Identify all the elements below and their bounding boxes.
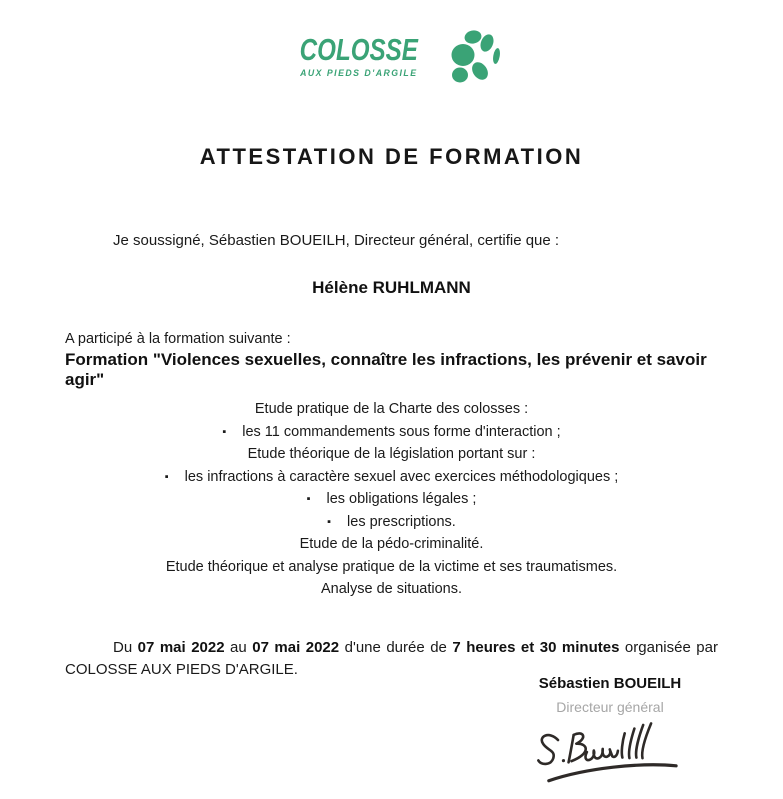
handwritten-signature [533, 714, 727, 789]
intro-text: Je soussigné, Sébastien BOUEILH, Directeur général, certifie que : [113, 232, 560, 249]
signature-block [495, 675, 725, 783]
logo [0, 0, 783, 84]
program-line [0, 421, 783, 444]
program-list [0, 398, 783, 601]
period-prefix: Du [113, 638, 138, 656]
program-line-text: Etude théorique et analyse pratique de la victime et ses traumatismes. [165, 558, 618, 575]
program-line-text: Etude théorique de la législation portant sur : [247, 446, 536, 463]
square-bullet-icon: ▪ [306, 493, 311, 506]
signer-name: Sébastien BOUEILH [538, 675, 682, 692]
program-line-text: Etude pratique de la Charte des colosses : [254, 401, 529, 418]
logo-brand-text: COLOSSE [299, 31, 419, 67]
period-suffix: organisée par COLOSSE AUX PIEDS D'ARGILE. [65, 638, 718, 678]
trainee-name: Hélène RUHLMANN [312, 278, 471, 297]
square-bullet-icon: ▪ [327, 515, 332, 528]
program-line [0, 398, 783, 421]
program-line [0, 488, 783, 511]
participation-label: A participé à la formation suivante : [65, 331, 291, 347]
period-duration: 7 heures et 30 minutes [452, 638, 620, 656]
program-line [0, 556, 783, 579]
program-line-text: Etude de la pédo-criminalité. [299, 536, 484, 553]
signer-role: Directeur général [556, 699, 664, 715]
program-line-text: les obligations légales ; [326, 491, 477, 508]
program-line-text: les prescriptions. [347, 513, 456, 530]
square-bullet-icon: ▪ [222, 425, 227, 438]
program-line-text: les 11 commandements sous forme d'interaction ; [242, 423, 561, 440]
square-bullet-icon: ▪ [164, 470, 169, 483]
period-duration-label: d'une durée de [339, 638, 453, 656]
program-line [0, 578, 783, 601]
blob-cluster-icon [442, 28, 500, 84]
logo-text [283, 31, 435, 79]
period-paragraph [65, 637, 718, 681]
program-line-text: les infractions à caractère sexuel avec exercices méthodologiques ; [184, 468, 619, 485]
period-end-date: 07 mai 2022 [252, 638, 340, 656]
period-middle: au [224, 638, 253, 656]
program-line-text: Analyse de situations. [320, 581, 463, 598]
program-line [0, 533, 783, 556]
logo-tagline-text: AUX PIEDS D'ARGILE [300, 67, 418, 79]
program-line [0, 443, 783, 466]
formation-title: Formation "Violences sexuelles, connaître les infractions, les prévenir et savoir agir" [65, 350, 707, 389]
period-start-date: 07 mai 2022 [137, 638, 225, 656]
program-line [0, 511, 783, 534]
program-line [0, 466, 783, 489]
page-title: ATTESTATION DE FORMATION [199, 144, 584, 169]
